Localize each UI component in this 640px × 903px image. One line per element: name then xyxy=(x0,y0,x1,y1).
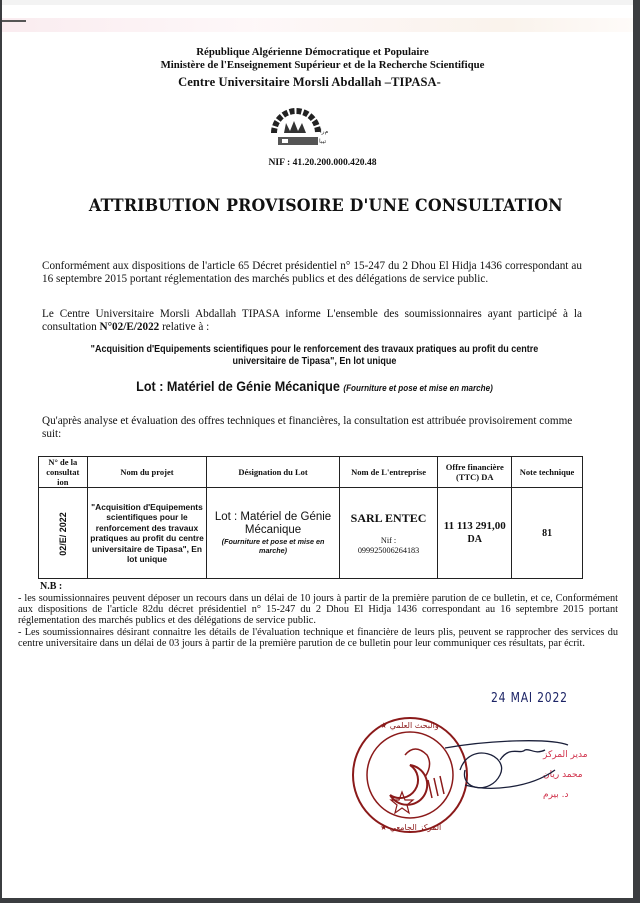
document-title: ATTRIBUTION PROVISOIRE D'UNE CONSULTATION xyxy=(88,196,563,216)
legal-basis-paragraph: Conformément aux dispositions de l'article 65 Décret présidentiel n° 15-247 du 2 Dhou El Hidja 1436 correspondant au 16 septembre 2015 portant réglementation des marchés publics et des délégations de service public. xyxy=(42,260,582,285)
lot-value-subtitle: (Fourniture et pose et mise en marche) xyxy=(221,537,325,555)
project-name: "Acquisition d'Equipements scientifiques pour le renforcement des travaux pratiques au profit du centre universitaire de Tipasa" xyxy=(90,344,539,367)
cell-lot xyxy=(207,488,339,579)
results-table xyxy=(38,456,583,579)
svg-text:ﺗﻴﺒﺎ: ﺗﻴﺒﺎ xyxy=(319,138,327,145)
consultation-no-value: 02/E/ 2022 xyxy=(57,512,68,556)
document-page xyxy=(2,0,633,898)
col-note: Note technique xyxy=(512,457,583,488)
project-suffix: , En lot unique xyxy=(334,356,397,367)
offer-currency: DA xyxy=(467,534,482,545)
signature-stamp-text xyxy=(542,750,588,800)
company-nif-value: 099925006264183 xyxy=(357,545,420,555)
announcement-paragraph xyxy=(42,308,582,333)
cell-project: "Acquisition d'Equipements scientifiques pour le renforcement des travaux pratiques au profit du centre universitaire de Tipasa", En lot unique xyxy=(87,488,207,579)
col-company: Nom de L'entreprise xyxy=(339,457,438,488)
lot-name: Lot : Matériel de Génie Mécanique xyxy=(136,378,340,394)
header-ministry: Ministère de l'Enseignement Supérieur et de la Recherche Scientifique xyxy=(160,59,485,71)
handwritten-signature xyxy=(445,741,568,789)
nb-details-notice: - Les soumissionnaires désirant connaitre les détails de l'évaluation technique et financière de leurs plis, peuvent se rapprocher des services du centre universitaire dans un délai de 03 jours à partir de la première parution de ce bulletin pour leur communiquer ces résultats, par écrit. xyxy=(18,627,618,650)
header-republic: République Algérienne Démocratique et Populaire xyxy=(196,46,429,58)
project-title xyxy=(64,344,565,368)
col-consultation-no: N° de la consultat ion xyxy=(39,457,88,488)
cell-company xyxy=(339,488,438,579)
announcement-text: Le Centre Universitaire Morsli Abdallah TIPASA informe L'ensemble des soumissionnaires ayant participé à la consultation xyxy=(42,308,582,333)
nb-appeal-notice: - les soumissionnaires peuvent déposer un recours dans un délai de 10 jours à partir de la première parution de ce bulletin, et ce, Conformément aux dispositions de l'article 82du décret présidentiel n° 15-247 du 2 Dhou El Hidja 1436 correspondant au 16 septembre 2015 portant réglementation des marchés publics et des délégations de service public. xyxy=(18,593,618,627)
cell-offer xyxy=(438,488,512,579)
company-name: SARL ENTEC xyxy=(350,510,427,525)
scan-artifact-mark xyxy=(2,20,26,22)
svg-text:ﻡﺭﺍ: ﻡﺭﺍ xyxy=(320,128,329,135)
company-nif-label: Nif : xyxy=(380,535,397,545)
col-project: Nom du projet xyxy=(87,457,207,488)
col-offer: Offre financière (TTC) DA xyxy=(438,457,512,488)
lot-heading xyxy=(69,378,560,394)
svg-text:★ ﻭﺍﻟﺒﺤﺚ ﺍﻟﻌﻠﻤﻲ: ★ ﻭﺍﻟﺒﺤﺚ ﺍﻟﻌﻠﻤﻲ xyxy=(380,721,439,730)
svg-text:★ ﺍﻟﻤﺮﻛﺰ ﺍﻟﺠﺎﻣﻌﻲ: ★ ﺍﻟﻤﺮﻛﺰ ﺍﻟﺠﺎﻣﻌﻲ xyxy=(380,823,442,832)
announcement-text-end: relative à : xyxy=(159,320,210,333)
scan-artifact xyxy=(2,18,633,32)
page-bottom-shadow xyxy=(0,898,640,903)
table-row xyxy=(39,488,583,579)
svg-text:ﻣﺪﻳﺮ ﺍﻟﻤﺮﻛﺰ: ﻣﺪﻳﺮ ﺍﻟﻤﺮﻛﺰ xyxy=(543,750,588,760)
cell-note: 81 xyxy=(512,488,583,579)
table-header-row xyxy=(39,457,583,488)
header-university: Centre Universitaire Morsli Abdallah –TIPASA- xyxy=(178,75,441,89)
offer-amount: 11 113 291,00 xyxy=(443,520,506,532)
date-stamp: 24 MAI 2022 xyxy=(491,690,568,706)
company-nif xyxy=(342,536,436,556)
evaluation-paragraph: Qu'après analyse et évaluation des offres techniques et financières, la consultation est attribuée provisoirement comme suit: xyxy=(42,415,573,440)
nif-number: NIF : 41.20.200.000.420.48 xyxy=(268,157,377,168)
col-lot: Désignation du Lot xyxy=(207,457,339,488)
lot-value: Lot : Matériel de Génie Mécanique xyxy=(214,511,332,536)
nb-title: N.B : xyxy=(40,581,63,592)
page-top-edge xyxy=(2,0,633,5)
seal-and-signature-icon xyxy=(350,700,630,850)
university-logo-icon xyxy=(264,103,336,151)
cell-consultation-no xyxy=(39,488,88,579)
svg-text:ﺩ. ﺑﻴﺮﻡ: ﺩ. ﺑﻴﺮﻡ xyxy=(543,790,569,800)
lot-subtitle: (Fourniture et pose et mise en marche) xyxy=(343,383,493,393)
svg-text:ﻣﺤﻤﺪ ﺭﻳﺎﻥ: ﻣﺤﻤﺪ ﺭﻳﺎﻥ xyxy=(543,770,583,780)
consultation-reference: N°02/E/2022 xyxy=(99,320,160,333)
official-seal xyxy=(353,718,467,832)
